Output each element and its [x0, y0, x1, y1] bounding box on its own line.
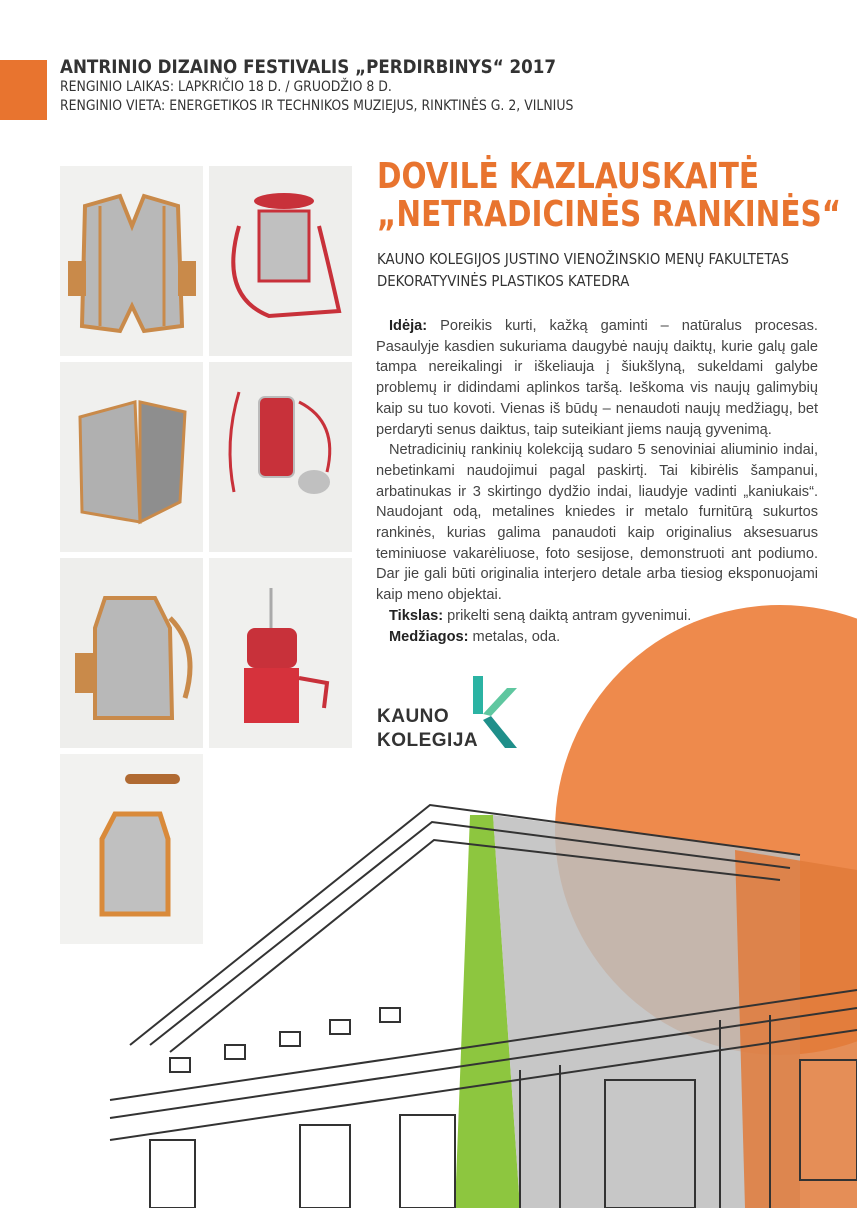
faculty — [377, 248, 790, 292]
work-title: „NETRADICINĖS RANKINĖS“ — [377, 194, 842, 235]
event-venue: RENGINIO VIETA: ENERGETIKOS IR TECHNIKOS MUZIEJUS, RINKTINĖS G. 2, VILNIUS — [60, 98, 574, 114]
idea-label: Idėja: — [389, 318, 428, 334]
header-accent-square — [0, 60, 47, 120]
materials-label: Medžiagos: — [389, 628, 469, 645]
author-block — [377, 158, 847, 292]
logo-text-line-2: KOLEGIJA — [377, 730, 479, 751]
photo-red-bucket-bag — [209, 166, 352, 356]
idea-paragraph — [376, 316, 818, 440]
header — [60, 56, 840, 116]
goal-label: Tikslas: — [389, 607, 444, 624]
logo-text-line-1: KAUNO — [377, 706, 450, 727]
faculty-line-1: KAUNO KOLEGIJOS JUSTINO VIENOŽINSKIO MENŲ FAKULTETAS — [377, 250, 790, 268]
festival-title: ANTRINIO DIZAINO FESTIVALIS „PERDIRBINYS“ 2017 — [60, 56, 557, 78]
k-mark-icon — [469, 672, 521, 752]
collection-paragraph: Netradicinių rankinių kolekciją sudaro 5 senoviniai aliuminio indai, nebetinkami naudojimui pagal paskirtį. Tai kibirėlis šampanui, arbatinukas ir 3 skirtingo dydžio indai, liaudyje vadinti „kaniukais“. Naudojant odą, metalines kniedes ir metalo furnitūrą sukurtos rankinės, kurias galima panaudoti kaip originalius aksesuarus teminiuose vakarėliuose, foto sesijose, demonstruoti ant podiumo. Dar jie gali būti originalia interjero detale arba tiesiog eksponuojami kaip meno objektai. — [376, 442, 818, 604]
author-name: DOVILĖ KAZLAUSKAITĖ — [377, 156, 760, 197]
photo-leather-vest-bag — [60, 166, 203, 356]
kauno-kolegija-logo — [377, 672, 537, 757]
materials-text: metalas, oda. — [472, 628, 561, 645]
event-time: RENGINIO LAIKAS: LAPKRIČIO 18 D. / GRUODŽIO 8 D. — [60, 79, 392, 95]
photo-teapot-bag — [209, 362, 352, 552]
description — [376, 316, 818, 647]
faculty-line-2: DEKORATYVINĖS PLASTIKOS KATEDRA — [377, 272, 630, 290]
goal-text: prikelti seną daiktą antram gyvenimui. — [447, 607, 692, 624]
photo-open-canister-bag — [60, 362, 203, 552]
idea-text: Poreikis kurti, kažką gaminti – natūralus procesas. Pasaulyje kasdien sukuriama daugybė naujų daiktų, kurie galų gale tampa nereikalingi ir iškeliauja į šiukšlyną, sukeldami galybe problemų ir didindami aplinkos taršą. Ieškoma vis naujų galimybių kaip su tuo kovoti. Vienas iš būdų – nenaudoti naujų medžiagų, bet perdaryti senus daiktus, taip suteikiant jiems naują gyvenimą. — [376, 318, 818, 438]
